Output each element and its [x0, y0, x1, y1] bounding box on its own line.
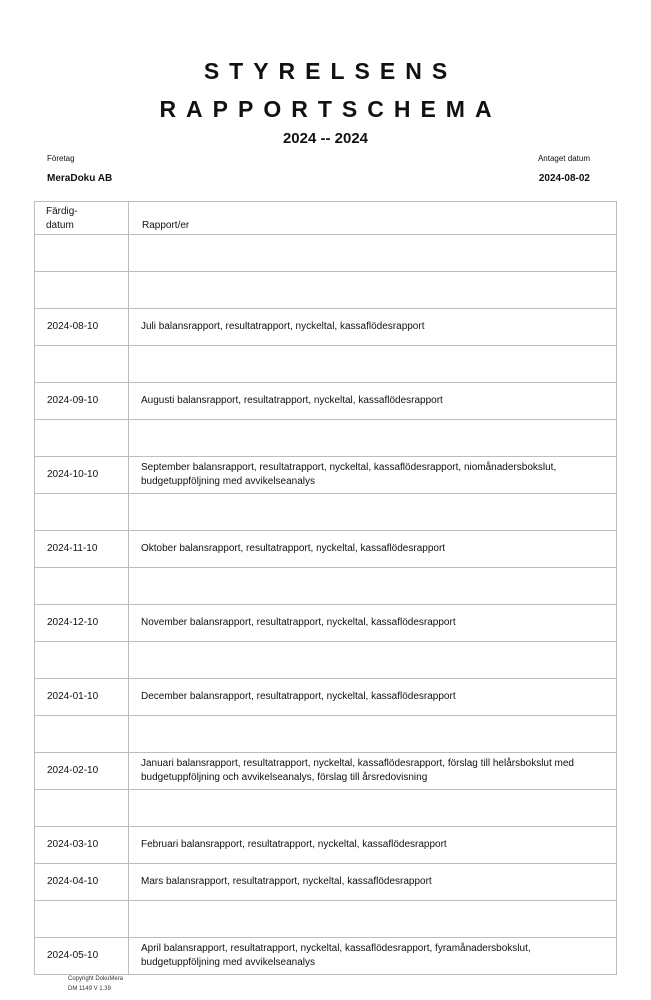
table-row [35, 568, 617, 605]
row-date-cell [35, 568, 129, 605]
table-row [35, 346, 617, 383]
table-header-row [35, 202, 617, 235]
table-row [35, 716, 617, 753]
adopted-date-label: Antaget datum [537, 154, 590, 163]
row-date-cell [35, 790, 129, 827]
column-header-date-line1: Färdig- [46, 206, 78, 217]
document-title-line1: STYRELSENS [203, 58, 458, 84]
row-date-cell [35, 901, 129, 938]
row-reports-cell [129, 346, 617, 383]
row-date-cell [35, 235, 129, 272]
table-row [35, 605, 617, 642]
company-label: Företag [47, 154, 75, 163]
row-reports-cell [129, 494, 617, 531]
row-reports-cell: Mars balansrapport, resultatrapport, nyckeltal, kassaflödesrapport [129, 864, 617, 901]
table-row [35, 531, 617, 568]
row-reports-cell: September balansrapport, resultatrapport, nyckeltal, kassaflödesrapport, niomånadersbokslut, budgetuppföljning med avvikelseanalys [129, 457, 617, 494]
document-title-line2: RAPPORTSCHEMA [159, 96, 502, 122]
table-row [35, 642, 617, 679]
table-row [35, 309, 617, 346]
table-row [35, 494, 617, 531]
row-date-cell: 2024-11-10 [35, 531, 129, 568]
row-reports-cell: Januari balansrapport, resultatrapport, nyckeltal, kassaflödesrapport, förslag till helårsbokslut med budgetuppföljning och avvikelseanalys, förslag till årsredovisning [129, 753, 617, 790]
row-reports-cell [129, 568, 617, 605]
row-reports-cell: Augusti balansrapport, resultatrapport, nyckeltal, kassaflödesrapport [129, 383, 617, 420]
row-date-cell: 2024-05-10 [35, 938, 129, 975]
table-row [35, 790, 617, 827]
row-date-cell: 2024-12-10 [35, 605, 129, 642]
row-date-cell: 2024-01-10 [35, 679, 129, 716]
row-date-cell: 2024-04-10 [35, 864, 129, 901]
table-row [35, 420, 617, 457]
row-reports-cell: April balansrapport, resultatrapport, nyckeltal, kassaflödesrapport, fyramånadersbokslut, budgetuppföljning med avvikelseanalys [129, 938, 617, 975]
row-date-cell [35, 346, 129, 383]
report-schedule-table [34, 201, 617, 975]
company-value: MeraDoku AB [47, 173, 113, 184]
footer-version: DM 1149 V 1.39 [68, 986, 111, 992]
row-reports-cell [129, 235, 617, 272]
table-row [35, 827, 617, 864]
row-date-cell: 2024-10-10 [35, 457, 129, 494]
footer-copyright: Copyright DokuMera [68, 976, 124, 982]
row-reports-cell [129, 272, 617, 309]
row-reports-cell: Juli balansrapport, resultatrapport, nyckeltal, kassaflödesrapport [129, 309, 617, 346]
row-date-cell [35, 642, 129, 679]
row-date-cell [35, 494, 129, 531]
document-years: 2024 -- 2024 [282, 130, 369, 147]
row-date-cell: 2024-09-10 [35, 383, 129, 420]
table-row [35, 901, 617, 938]
row-reports-cell [129, 642, 617, 679]
column-header-date [35, 202, 129, 235]
table-row [35, 235, 617, 272]
row-reports-cell [129, 901, 617, 938]
table-row [35, 864, 617, 901]
row-date-cell: 2024-08-10 [35, 309, 129, 346]
row-reports-cell [129, 716, 617, 753]
table-row [35, 679, 617, 716]
row-reports-cell: December balansrapport, resultatrapport, nyckeltal, kassaflödesrapport [129, 679, 617, 716]
row-reports-cell: Oktober balansrapport, resultatrapport, nyckeltal, kassaflödesrapport [129, 531, 617, 568]
column-header-date-line2: datum [46, 220, 74, 231]
table-row [35, 272, 617, 309]
table-row [35, 753, 617, 790]
row-reports-cell: November balansrapport, resultatrapport, nyckeltal, kassaflödesrapport [129, 605, 617, 642]
row-date-cell [35, 272, 129, 309]
column-header-reports: Rapport/er [129, 202, 617, 235]
row-date-cell [35, 716, 129, 753]
row-reports-cell [129, 420, 617, 457]
row-date-cell: 2024-03-10 [35, 827, 129, 864]
row-date-cell: 2024-02-10 [35, 753, 129, 790]
row-reports-cell: Februari balansrapport, resultatrapport, nyckeltal, kassaflödesrapport [129, 827, 617, 864]
row-reports-cell [129, 790, 617, 827]
table-row [35, 938, 617, 975]
row-date-cell [35, 420, 129, 457]
table-row [35, 457, 617, 494]
adopted-date-value: 2024-08-02 [538, 173, 590, 184]
table-row [35, 383, 617, 420]
